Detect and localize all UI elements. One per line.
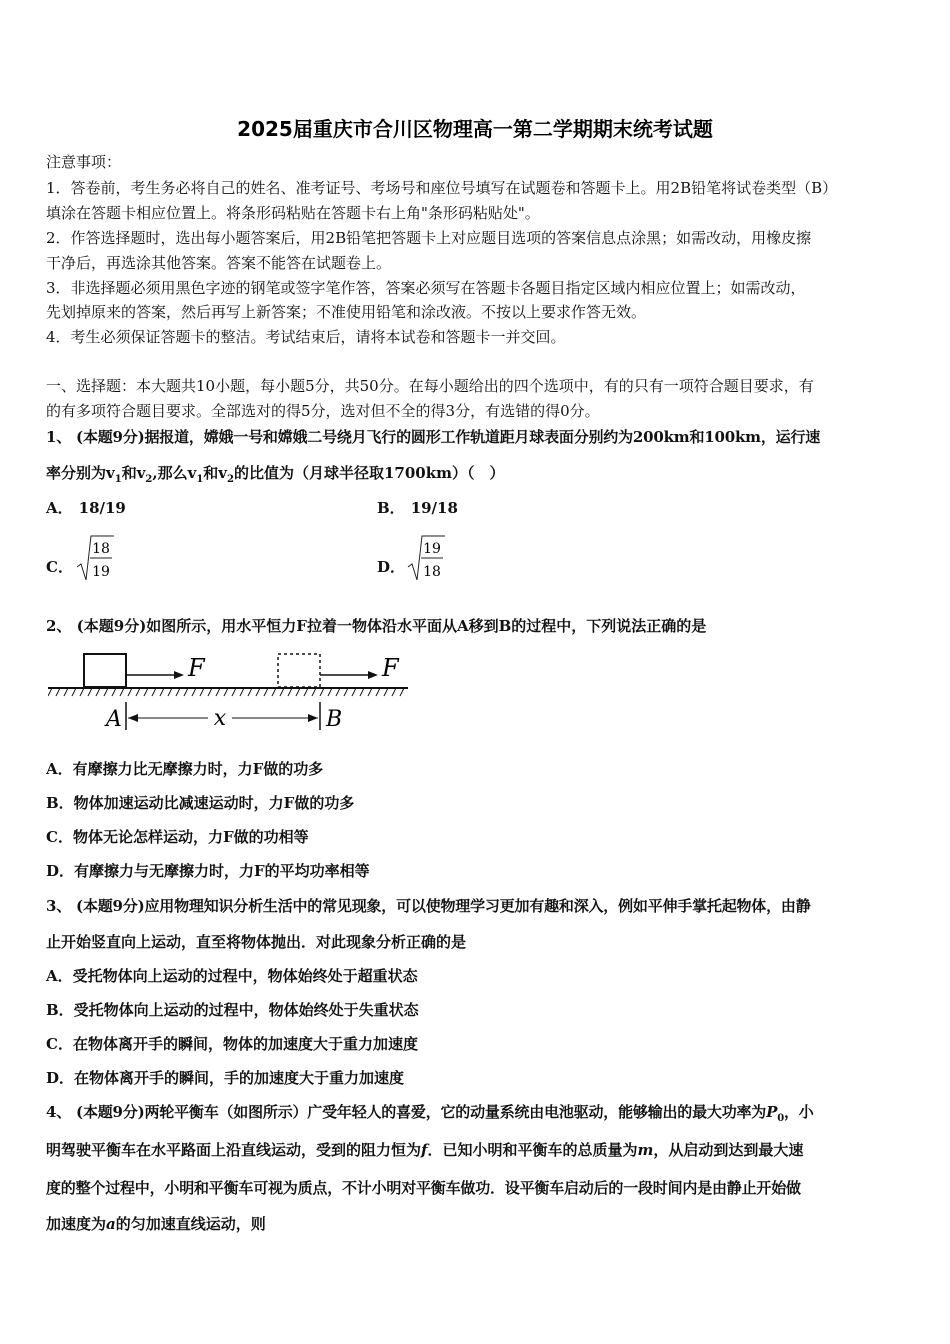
notice-line: 3．非选择题必须用黑色字迹的钢笔或签字笔作答，答案必须写在答题卡各题目指定区域内相应位置上；如需改动， [46, 279, 806, 297]
question-3-text: 3、 (本题9分)应用物理知识分析生活中的常见现象，可以使物理学习更加有趣和深入，例如平伸手掌托起物体，由静 [46, 897, 811, 915]
question-3-text-cont: 止开始竖直向上运动，直至将物体抛出．对此现象分析正确的是 [46, 933, 467, 951]
question-4-text: 4、 (本题9分)两轮平衡车（如图所示）广受年轻人的喜爱，它的动量系统由电池驱动，能够输出的最大功率为$P_0$，小 [46, 1103, 814, 1124]
q2-option-d[interactable]: D．有摩擦力与无摩擦力时，力F的平均功率相等 [46, 862, 370, 880]
q2-option-a[interactable]: A．有摩擦力比无摩擦力时，力F做的功多 [46, 760, 324, 778]
question-2-text: 2、 (本题9分)如图所示，用水平恒力F拉着一物体沿水平面从A移到B的过程中，下列说法正确的是 [46, 617, 707, 635]
notice-line: 1．答卷前，考生务必将自己的姓名、准考证号、考场号和座位号填写在试题卷和答题卡上。用2B铅笔将试卷类型（B） [46, 179, 838, 197]
arrowhead-icon [308, 714, 318, 722]
q2-option-c[interactable]: C．物体无论怎样运动，力F做的功相等 [46, 828, 309, 846]
arrowhead-icon [174, 671, 184, 679]
force-label-2: F [382, 654, 399, 682]
block-at-b [278, 654, 320, 687]
section-intro: 一、选择题：本大题共10小题，每小题5分，共50分。在每小题给出的四个选项中，有的只有一项符合题目要求，有 [46, 377, 814, 395]
arrowhead-icon [368, 671, 378, 679]
arrowhead-icon [128, 714, 138, 722]
q1-option-b[interactable]: B． 19/18 [377, 499, 458, 517]
notice-line: 2．作答选择题时，选出每小题答案后，用2B铅笔把答题卡上对应题目选项的答案信息点涂黑；如需改动，用橡皮擦 [46, 229, 812, 247]
notice-heading: 注意事项： [46, 153, 122, 171]
q3-option-d[interactable]: D．在物体离开手的瞬间，手的加速度大于重力加速度 [46, 1069, 405, 1087]
q1-option-c-sqrt [76, 534, 116, 582]
block-at-a [84, 654, 126, 687]
distance-label: x [213, 706, 227, 731]
notice-line: 干净后，再选涂其他答案。答案不能答在试题卷上。 [46, 254, 392, 272]
fraction-denominator: 18 [423, 564, 441, 580]
point-a-label: A [106, 707, 122, 732]
q2-option-b[interactable]: B．物体加速运动比减速运动时，力F做的功多 [46, 794, 355, 812]
fraction-numerator: 19 [423, 541, 441, 557]
point-b-label: B [326, 707, 343, 732]
question-1-text-cont: 率分别为$v_1$和$v_2$,那么$v_1$和$v_2$的比值为（月球半径取1700km）（ ） [46, 464, 505, 485]
q3-option-c[interactable]: C．在物体离开手的瞬间，物体的加速度大于重力加速度 [46, 1035, 418, 1053]
question-4-text-cont: 加速度为a的匀加速直线运动，则 [46, 1215, 266, 1233]
notice-line: 4．考生必须保证答题卡的整洁。考试结束后，请将本试卷和答题卡一并交回。 [46, 328, 566, 346]
q1-option-d-sqrt [407, 534, 447, 582]
question-1-text: 1、 (本题9分)据报道，嫦娥一号和嫦娥二号绕月飞行的圆形工作轨道距月球表面分别约为200km和100km，运行速 [46, 428, 821, 446]
fraction-denominator: 19 [92, 564, 110, 580]
notice-line: 填涂在答题卡相应位置上。将条形码粘贴在答题卡右上角"条形码粘贴处"。 [46, 204, 540, 222]
q3-option-b[interactable]: B．受托物体向上运动的过程中，物体始终处于失重状态 [46, 1001, 419, 1019]
q1-option-a[interactable]: A． 18/19 [46, 499, 126, 517]
notice-line: 先划掉原来的答案，然后再写上新答案；不准使用铅笔和涂改液。不按以上要求作答无效。 [46, 303, 647, 321]
q3-option-a[interactable]: A．受托物体向上运动的过程中，物体始终处于超重状态 [46, 967, 418, 985]
page-title: 2025届重庆市合川区物理高一第二学期期末统考试题 [237, 117, 713, 141]
q1-option-d-label[interactable]: D． [377, 558, 406, 576]
question-4-text-cont: 明驾驶平衡车在水平路面上沿直线运动，受到的阻力恒为f．已知小明和平衡车的总质量为m，从启动到达到最大速 [46, 1141, 804, 1159]
force-label-1: F [188, 654, 205, 682]
force-diagram [48, 648, 410, 742]
section-intro: 的有多项符合题目要求。全部选对的得5分，选对但不全的得3分，有选错的得0分。 [46, 402, 600, 420]
q1-option-c-label[interactable]: C． [46, 558, 73, 576]
ground-hatching [48, 688, 404, 696]
fraction-numerator: 18 [92, 541, 110, 557]
question-4-text-cont: 度的整个过程中，小明和平衡车可视为质点，不计小明对平衡车做功．设平衡车启动后的一段时间内是由静止开始做 [46, 1179, 801, 1197]
